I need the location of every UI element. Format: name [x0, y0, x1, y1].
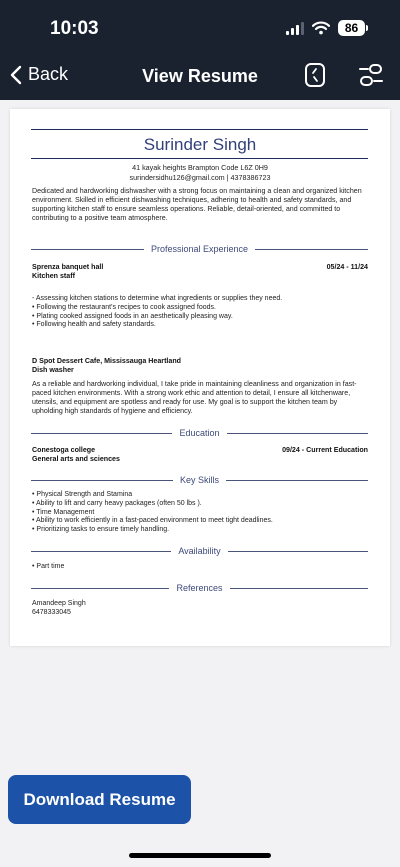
job-company: D Spot Dessert Cafe, Mississauga Heartland	[32, 357, 182, 365]
section-education	[31, 428, 368, 438]
list-item: • Following health and safety standards.	[32, 321, 156, 329]
section-title: Availability	[178, 546, 221, 556]
list-item: • Ability to work efficiently in a fast-paced environment to meet tight deadlines.	[32, 517, 273, 525]
list-item: • Ability to lift and carry heavy packages (often 50 lbs ).	[32, 499, 202, 507]
signal-icon	[286, 22, 304, 35]
job-company: Sprenza banquet hall	[32, 263, 104, 271]
section-availability	[31, 546, 368, 556]
name-divider	[31, 158, 368, 159]
section-skills	[31, 475, 368, 485]
job-dates: 05/24 - 11/24	[326, 263, 368, 271]
battery-level: 86	[338, 20, 365, 36]
education-school: Conestoga college	[32, 446, 96, 454]
status-time: 10:03	[50, 18, 99, 39]
resume-address: 41 kayak heights Brampton Code L6Z 0H9	[132, 163, 268, 172]
list-item: • Physical Strength and Stamina	[32, 491, 133, 498]
resume-document[interactable]	[10, 109, 390, 646]
list-item: - Assessing kitchen stations to determine what ingredients or supplies they need.	[32, 295, 283, 302]
top-bar	[0, 0, 400, 100]
resume-name: Surinder Singh	[143, 135, 257, 154]
back-label: Back	[28, 64, 69, 84]
availability-value: • Part time	[32, 563, 65, 570]
battery-icon	[338, 20, 368, 36]
section-title: Professional Experience	[150, 244, 249, 254]
education-header	[32, 446, 368, 454]
section-experience	[31, 244, 368, 254]
job-title: Dish washer	[32, 366, 74, 374]
nav-bar	[0, 54, 400, 98]
reference-name: Amandeep Singh	[32, 600, 86, 607]
section-title: Education	[179, 428, 220, 438]
top-divider	[31, 129, 368, 130]
wifi-icon	[312, 21, 330, 35]
skills-list	[32, 491, 368, 535]
job-description: As a reliable and hardworking individual, I take pride in maintaining cleanliness and organization in fast-paced kitchen environments. With a strong work ethic and attention to detail, I ensure all kitchenware, utensils, and equipment are spotless and ready for use. My goal is to support the kitchen team by upholding high standards of hygiene and efficiency.	[32, 380, 357, 415]
status-indicators	[286, 20, 368, 36]
document-icon[interactable]	[304, 62, 326, 88]
job-header	[32, 263, 368, 271]
section-title: References	[176, 583, 223, 593]
resume-contact: surindersidhu126@gmail.com | 4378386723	[129, 173, 271, 182]
list-item: • Following the restaurant's recipes to cook assigned foods.	[32, 303, 216, 311]
page-title: View Resume	[142, 66, 258, 86]
resume-summary: Dedicated and hardworking dishwasher with a strong focus on maintaining a clean and organized kitchen environment. Skilled in efficient dishwashing techniques, adhering to health and safety standards, and supporting kitchen staff to ensure seamless operations. Reliable, detail-oriented, and committed to contributing to a positive team atmosphere.	[32, 187, 362, 222]
download-resume-button[interactable]: Download Resume	[8, 775, 191, 824]
section-references	[31, 583, 368, 593]
list-item: • Time Management	[32, 508, 95, 516]
reference-phone: 6478333045	[32, 609, 71, 616]
education-program: General arts and sciences	[32, 455, 120, 463]
job-bullets	[32, 295, 368, 330]
section-title: Key Skills	[180, 475, 220, 485]
home-indicator[interactable]	[129, 853, 271, 858]
list-item: • Plating cooked assigned foods in an aesthetically pleasing way.	[32, 312, 233, 320]
settings-sliders-icon[interactable]	[358, 62, 384, 88]
list-item: • Prioritizing tasks to ensure timely handling.	[32, 526, 170, 534]
education-dates: 09/24 - Current Education	[282, 446, 368, 454]
job-title: Kitchen staff	[32, 272, 75, 280]
